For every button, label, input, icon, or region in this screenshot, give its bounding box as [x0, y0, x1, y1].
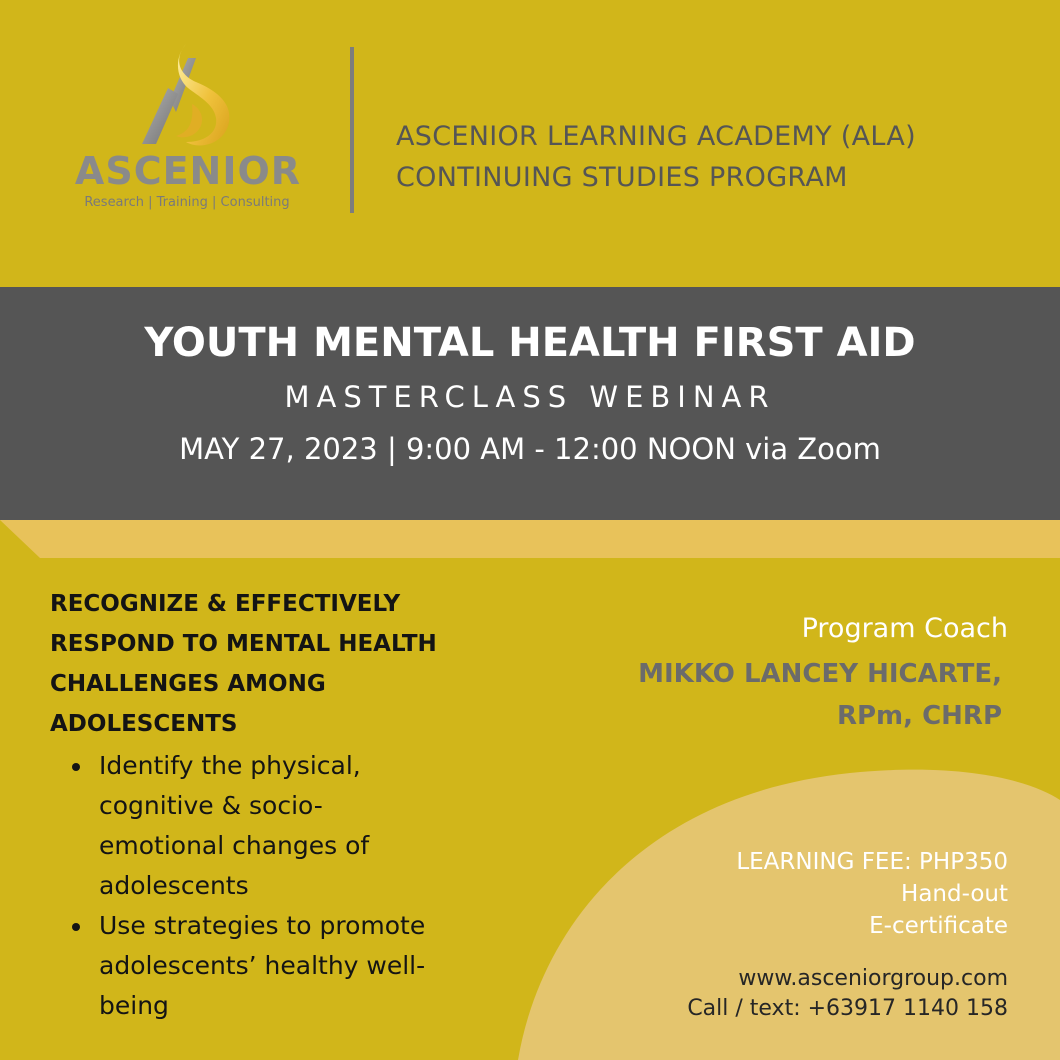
phone-number: Call / text: +63917 1140 158: [687, 996, 1008, 1021]
webinar-title: YOUTH MENTAL HEALTH FIRST AID: [144, 320, 916, 366]
contact-block: [687, 964, 1008, 1024]
logo-wordmark: ASCENIOR: [74, 149, 302, 193]
inclusion-certificate: E-certificate: [869, 913, 1008, 939]
webinar-schedule: MAY 27, 2023 | 9:00 AM - 12:00 NOON via Zoom: [179, 432, 881, 466]
bullet-line: being: [99, 991, 169, 1020]
logo-tagline: Research | Training | Consulting: [84, 195, 290, 210]
bullet-line: Identify the physical,: [99, 751, 361, 780]
bullet-icon: [72, 923, 80, 931]
bullet-line: cognitive & socio-: [99, 791, 323, 820]
list-item: [72, 746, 472, 906]
objectives-list: [72, 746, 472, 1026]
headline-line: ADOLESCENTS: [50, 711, 238, 737]
coach-name-line: MIKKO LANCEY HICARTE,: [638, 659, 1002, 689]
headline-line: RESPOND TO MENTAL HEALTH: [50, 631, 437, 657]
inclusion-handout: Hand-out: [901, 881, 1008, 907]
coach-credentials: RPm, CHRP: [836, 701, 1002, 731]
learning-objective-headline: [50, 584, 490, 744]
program-name: CONTINUING STUDIES PROGRAM: [396, 162, 848, 193]
bullet-line: Use strategies to promote: [99, 911, 426, 940]
coach-label: Program Coach: [801, 613, 1008, 644]
bullet-line: emotional changes of: [99, 831, 370, 860]
learning-fee: LEARNING FEE: PHP350: [736, 849, 1008, 875]
webinar-subtitle: MASTERCLASS WEBINAR: [284, 380, 776, 414]
bullet-icon: [72, 763, 80, 771]
org-name: ASCENIOR LEARNING ACADEMY (ALA): [396, 121, 916, 152]
headline-line: RECOGNIZE & EFFECTIVELY: [50, 591, 401, 617]
header-divider: [350, 47, 354, 213]
fee-block: [736, 846, 1008, 942]
bullet-line: adolescents’ healthy well-: [99, 951, 426, 980]
headline-line: CHALLENGES AMONG: [50, 671, 326, 697]
ascenior-logo-mark-icon: [134, 40, 246, 152]
coach-name: [638, 653, 1002, 737]
website-link[interactable]: www.asceniorgroup.com: [738, 966, 1008, 991]
list-item: [72, 906, 472, 1026]
bullet-line: adolescents: [99, 871, 249, 900]
accent-strip: [0, 520, 1060, 560]
